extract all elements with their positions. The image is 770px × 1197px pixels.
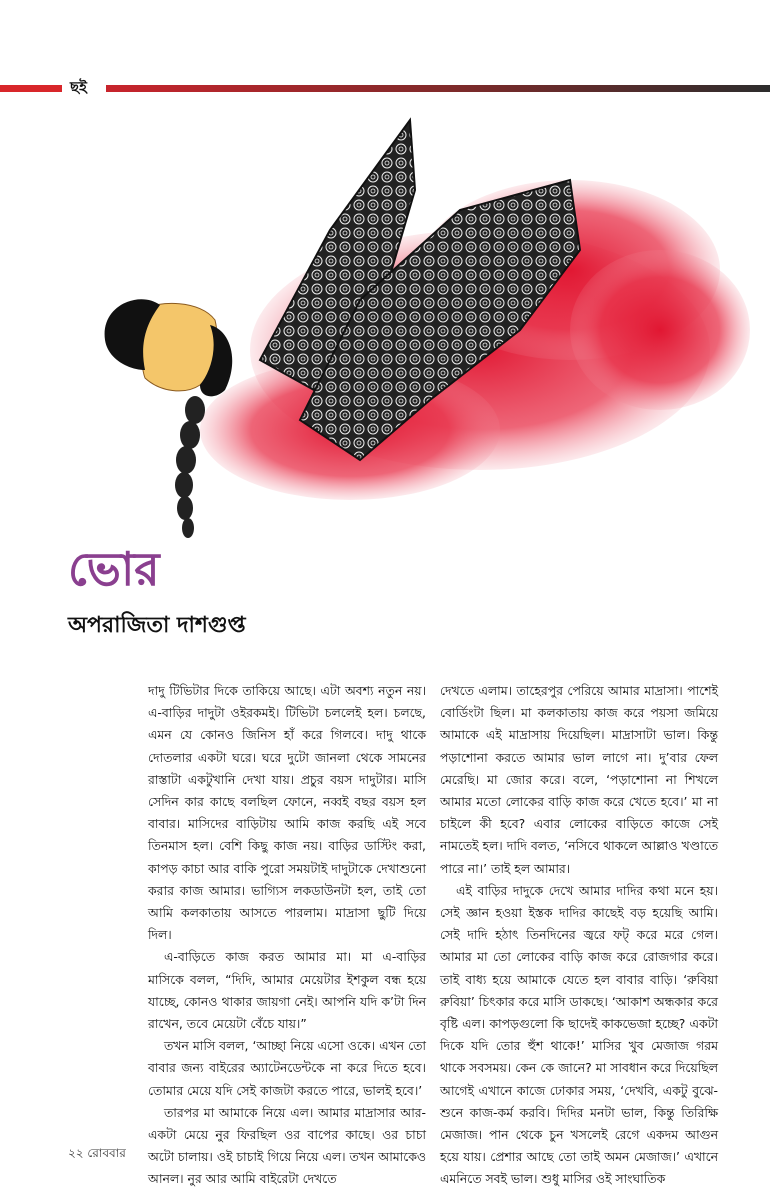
article-author: অপরাজিতা দাশগুপ্ত (68, 613, 246, 638)
paragraph: এই বাড়ির দাদুকে দেখে আমার দাদির কথা মনে হয়। সেই জ্ঞান হওয়া ইস্তক দাদির কাছেই বড় হয়েছি আমি। সেই দাদি হঠাৎ তিনদিনের জ্বরে ফট্ করে মরে গেল। আমার মা তো লোকের বাড়ি কাজ করে রোজগার করে। তাই বাধ্য হয়ে আমাকে যেতে হল বাবার বাড়ি। ‘রুবিয়া রুবিয়া’ চিৎকার করে মাসি ডাকছে। ‘আকাশ অন্ধকার করে বৃষ্টি এল। কাপড়গুলো কি ছাদেই কাকভেজা হচ্ছে? একটা দিকে যদি তোর হুঁশ থাকে!’ মাসির খুব মেজাজ গরম থাকে সবসময়। কেন কে জানে? মা সাবধান করে দিয়েছিল আগেই এখানে কাজে ঢোকার সময়, ‘দেখবি, একটু বুঝে-শুনে কাজ-কর্ম করবি। দিদির মনটা ভাল, কিন্তু তিরিক্ষি মেজাজ। পান থেকে চুন খসলেই রেগে একদম আগুন হয়ে যায়। প্রেশার আছে তো তাই অমন মেজাজ।’ এখানে এমনিতে সবই ভাল। শুধু মাসির ওই সাংঘাতিক (440, 882, 718, 1187)
section-label: ছই (70, 78, 87, 96)
paragraph: এ-বাড়িতে কাজ করত আমার মা। মা এ-বাড়ির মাসিকে বলল, “দিদি, আমার মেয়েটার ইশকুল বন্ধ হয়ে যাচ্ছে, কোনও থাকার জায়গা নেই। আপনি যদি ক’টা দিন রাখেন, তবে মেয়েটা বেঁচে যায়।” (148, 949, 426, 1032)
text-column-left (148, 680, 426, 1191)
paragraph: দেখতে এলাম। তাহেরপুর পেরিয়ে আমার মাদ্রাসা। পাশেই বোর্ডিংটা ছিল। মা কলকাতায় কাজ করে পয়সা জমিয়ে আমাকে এই মাদ্রাসায় দিয়েছিল। মাদ্রাসাটা ভাল। কিন্তু পড়াশোনা করতে আমার ভাল লাগে না। দু’বার ফেল মেরেছি। মা জোর করে। বলে, ‘পড়াশোনা না শিখলে আমার মতো লোকের বাড়ি কাজ করে খেতে হবে।’ মা না চাইলে কী হবে? এবার লোকের বাড়িতে কাজে সেই নামতেই হল। দাদি বলত, ‘নসিবে থাকলে আল্লাও খণ্ডাতে পারে না।’ তাই হল আমার। (440, 683, 718, 876)
header-red-strip (0, 85, 62, 92)
text-column-right (440, 680, 718, 1191)
page-folio: ২২ রোববার (68, 1146, 126, 1160)
paragraph: দাদু টিভিটার দিকে তাকিয়ে আছে। এটা অবশ্য নতুন নয়। এ-বাড়ির দাদুটা ওইরকমই। টিভিটা চললেই হল। চলছে, এমন যে কোনও জিনিস হাঁ করে গিলবে। দাদু থাকে দোতলার একটা ঘরে। ঘরে দুটো জানলা থেকে সামনের রাস্তাটা একটুখানি দেখা যায়। প্রচুর বয়স দাদুটার। মাসি সেদিন কার কাছে বলছিল ফোনে, নব্বই বছর বয়স হল বাবার। মাসিদের বাড়িটায় আমি কাজ করছি এই সবে তিনমাস হল। বেশি কিছু কাজ নয়। বাড়ির ডাস্টিং করা, কাপড় কাচা আর বাকি পুরো সময়টাই দাদুটাকে দেখাশুনো করার কাজ আমার। ভাগ্যিস লকডাউনটা হল, তাই তো আমি কলকাতায় আসতে পারলাম। মাদ্রাসা ছুটি দিয়ে দিল। (148, 683, 426, 943)
illustration-flying-woman (100, 100, 760, 570)
paragraph: তারপর মা আমাকে নিয়ে এল। আমার মাদ্রাসার আর-একটা মেয়ে নুর ফিরছিল ওর বাপের কাছে। ওর চাচা অটো চালায়। ওই চাচাই গিয়ে নিয়ে এল। তখন আমাকেও আনল। নুর আর আমি বাইরেটা দেখতে (148, 1104, 426, 1187)
section-header-bar (0, 78, 770, 96)
article-title: ভোর (68, 542, 160, 596)
header-gradient-strip (106, 85, 770, 92)
paragraph: তখন মাসি বলল, ‘আচ্ছা নিয়ে এসো ওকে। এখন তো বাবার জন্য বাইরের অ্যাটেনডেন্টকে না করে দিতে হবে। তোমার মেয়ে যদি সেই কাজটা করতে পারে, ভালই হবে।’ (148, 1038, 426, 1098)
